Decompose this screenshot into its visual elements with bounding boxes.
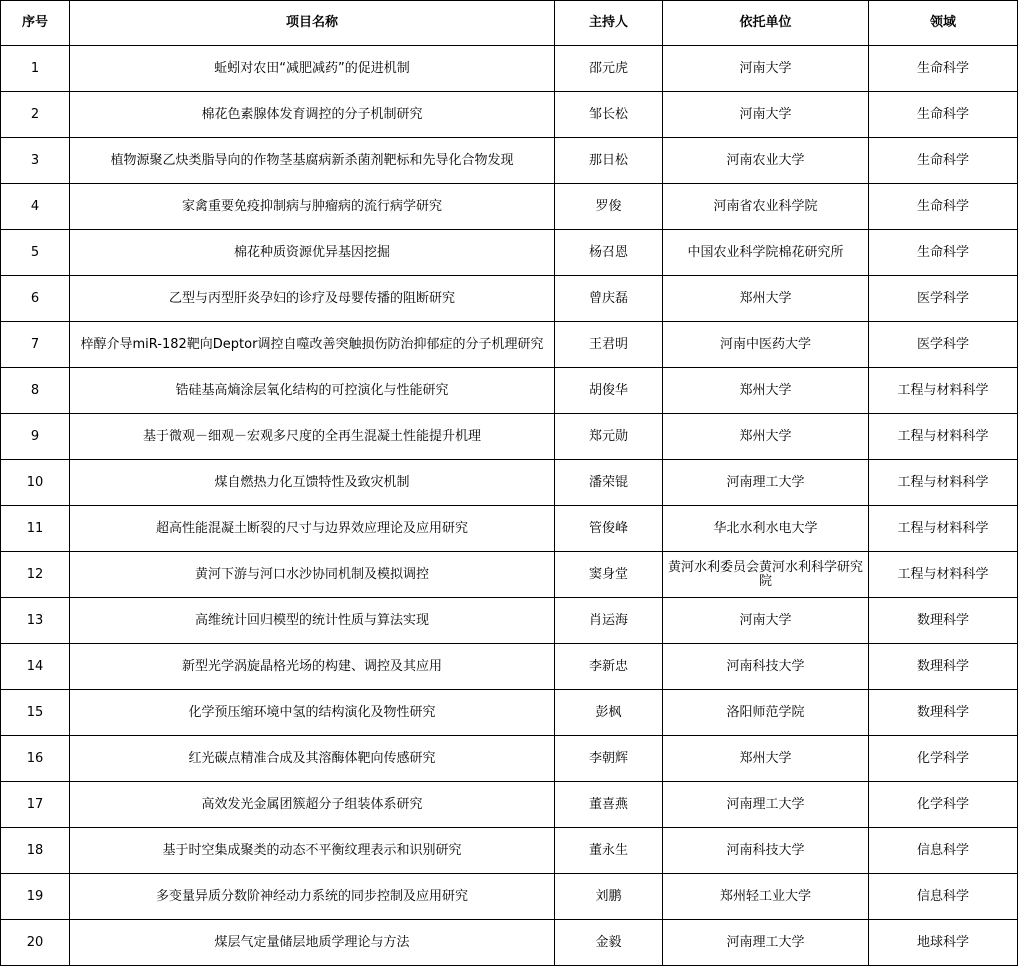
table-row xyxy=(1,782,1018,828)
cell-field: 医学科学 xyxy=(869,276,1018,322)
cell-institution: 河南大学 xyxy=(663,598,869,644)
cell-project-name: 新型光学涡旋晶格光场的构建、调控及其应用 xyxy=(70,644,555,690)
cell-host: 那日松 xyxy=(555,138,663,184)
cell-field: 工程与材料科学 xyxy=(869,368,1018,414)
cell-field: 生命科学 xyxy=(869,138,1018,184)
cell-field: 医学科学 xyxy=(869,322,1018,368)
header-index: 序号 xyxy=(1,1,70,46)
cell-institution: 河南理工大学 xyxy=(663,920,869,966)
cell-institution: 华北水利水电大学 xyxy=(663,506,869,552)
cell-institution: 河南理工大学 xyxy=(663,782,869,828)
table-row xyxy=(1,230,1018,276)
cell-index: 17 xyxy=(1,782,70,828)
table-body xyxy=(1,46,1018,966)
table-row xyxy=(1,184,1018,230)
cell-field: 数理科学 xyxy=(869,644,1018,690)
cell-host: 董永生 xyxy=(555,828,663,874)
cell-institution: 中国农业科学院棉花研究所 xyxy=(663,230,869,276)
cell-field: 生命科学 xyxy=(869,184,1018,230)
cell-index: 13 xyxy=(1,598,70,644)
cell-field: 数理科学 xyxy=(869,690,1018,736)
cell-project-name: 植物源聚乙炔类脂导向的作物茎基腐病新杀菌剂靶标和先导化合物发现 xyxy=(70,138,555,184)
cell-project-name: 多变量异质分数阶神经动力系统的同步控制及应用研究 xyxy=(70,874,555,920)
cell-institution: 郑州大学 xyxy=(663,414,869,460)
cell-host: 窦身堂 xyxy=(555,552,663,598)
cell-project-name: 高维统计回归模型的统计性质与算法实现 xyxy=(70,598,555,644)
table-row xyxy=(1,920,1018,966)
cell-institution: 河南大学 xyxy=(663,46,869,92)
cell-index: 11 xyxy=(1,506,70,552)
cell-institution: 郑州轻工业大学 xyxy=(663,874,869,920)
cell-project-name: 梓醇介导miR-182靶向Deptor调控自噬改善突触损伤防治抑郁症的分子机理研究 xyxy=(70,322,555,368)
cell-host: 管俊峰 xyxy=(555,506,663,552)
header-field: 领域 xyxy=(869,1,1018,46)
cell-host: 曾庆磊 xyxy=(555,276,663,322)
cell-project-name: 化学预压缩环境中氢的结构演化及物性研究 xyxy=(70,690,555,736)
cell-index: 15 xyxy=(1,690,70,736)
cell-institution: 河南省农业科学院 xyxy=(663,184,869,230)
cell-host: 金毅 xyxy=(555,920,663,966)
cell-field: 工程与材料科学 xyxy=(869,460,1018,506)
cell-field: 生命科学 xyxy=(869,230,1018,276)
cell-index: 14 xyxy=(1,644,70,690)
cell-index: 19 xyxy=(1,874,70,920)
cell-project-name: 煤自燃热力化互馈特性及致灾机制 xyxy=(70,460,555,506)
cell-project-name: 蚯蚓对农田“减肥减药”的促进机制 xyxy=(70,46,555,92)
cell-host: 邵元虎 xyxy=(555,46,663,92)
cell-host: 董喜燕 xyxy=(555,782,663,828)
cell-institution: 洛阳师范学院 xyxy=(663,690,869,736)
cell-project-name: 棉花种质资源优异基因挖掘 xyxy=(70,230,555,276)
table-row xyxy=(1,368,1018,414)
cell-project-name: 乙型与丙型肝炎孕妇的诊疗及母婴传播的阻断研究 xyxy=(70,276,555,322)
table-row xyxy=(1,644,1018,690)
table-row xyxy=(1,276,1018,322)
cell-host: 李朝辉 xyxy=(555,736,663,782)
cell-host: 郑元勋 xyxy=(555,414,663,460)
cell-field: 信息科学 xyxy=(869,828,1018,874)
cell-index: 10 xyxy=(1,460,70,506)
cell-institution: 河南科技大学 xyxy=(663,644,869,690)
cell-index: 4 xyxy=(1,184,70,230)
cell-project-name: 高效发光金属团簇超分子组装体系研究 xyxy=(70,782,555,828)
cell-host: 潘荣锟 xyxy=(555,460,663,506)
cell-project-name: 红光碳点精准合成及其溶酶体靶向传感研究 xyxy=(70,736,555,782)
table-row xyxy=(1,322,1018,368)
cell-institution: 黄河水利委员会黄河水利科学研究院 xyxy=(663,552,869,598)
cell-index: 8 xyxy=(1,368,70,414)
cell-field: 地球科学 xyxy=(869,920,1018,966)
cell-index: 5 xyxy=(1,230,70,276)
cell-project-name: 棉花色素腺体发育调控的分子机制研究 xyxy=(70,92,555,138)
cell-host: 罗俊 xyxy=(555,184,663,230)
cell-field: 生命科学 xyxy=(869,46,1018,92)
cell-index: 20 xyxy=(1,920,70,966)
cell-index: 3 xyxy=(1,138,70,184)
header-host: 主持人 xyxy=(555,1,663,46)
cell-host: 肖运海 xyxy=(555,598,663,644)
table-row xyxy=(1,506,1018,552)
cell-host: 杨召恩 xyxy=(555,230,663,276)
table-row xyxy=(1,598,1018,644)
cell-field: 化学科学 xyxy=(869,782,1018,828)
cell-host: 胡俊华 xyxy=(555,368,663,414)
table-row xyxy=(1,736,1018,782)
cell-institution: 郑州大学 xyxy=(663,276,869,322)
table-row xyxy=(1,92,1018,138)
table-row xyxy=(1,46,1018,92)
cell-project-name: 基于时空集成聚类的动态不平衡纹理表示和识别研究 xyxy=(70,828,555,874)
cell-field: 信息科学 xyxy=(869,874,1018,920)
cell-institution: 河南农业大学 xyxy=(663,138,869,184)
cell-field: 工程与材料科学 xyxy=(869,506,1018,552)
cell-field: 工程与材料科学 xyxy=(869,414,1018,460)
cell-field: 工程与材料科学 xyxy=(869,552,1018,598)
cell-institution: 河南大学 xyxy=(663,92,869,138)
header-row xyxy=(1,1,1018,46)
header-institution: 依托单位 xyxy=(663,1,869,46)
cell-index: 12 xyxy=(1,552,70,598)
cell-index: 6 xyxy=(1,276,70,322)
header-project-name: 项目名称 xyxy=(70,1,555,46)
cell-project-name: 家禽重要免疫抑制病与肿瘤病的流行病学研究 xyxy=(70,184,555,230)
table-row xyxy=(1,414,1018,460)
table-row xyxy=(1,138,1018,184)
cell-project-name: 超高性能混凝土断裂的尺寸与边界效应理论及应用研究 xyxy=(70,506,555,552)
cell-index: 2 xyxy=(1,92,70,138)
cell-field: 化学科学 xyxy=(869,736,1018,782)
cell-institution: 河南科技大学 xyxy=(663,828,869,874)
cell-host: 刘鹏 xyxy=(555,874,663,920)
cell-field: 数理科学 xyxy=(869,598,1018,644)
cell-host: 王君明 xyxy=(555,322,663,368)
table-row xyxy=(1,828,1018,874)
cell-field: 生命科学 xyxy=(869,92,1018,138)
cell-institution: 郑州大学 xyxy=(663,368,869,414)
cell-institution: 河南中医药大学 xyxy=(663,322,869,368)
cell-host: 李新忠 xyxy=(555,644,663,690)
cell-index: 18 xyxy=(1,828,70,874)
cell-index: 7 xyxy=(1,322,70,368)
cell-host: 邹长松 xyxy=(555,92,663,138)
cell-index: 16 xyxy=(1,736,70,782)
cell-host: 彭枫 xyxy=(555,690,663,736)
table-row xyxy=(1,460,1018,506)
cell-institution: 郑州大学 xyxy=(663,736,869,782)
table-row xyxy=(1,690,1018,736)
cell-project-name: 煤层气定量储层地质学理论与方法 xyxy=(70,920,555,966)
cell-project-name: 锆硅基高熵涂层氧化结构的可控演化与性能研究 xyxy=(70,368,555,414)
cell-index: 9 xyxy=(1,414,70,460)
table-row xyxy=(1,552,1018,598)
cell-project-name: 基于微观－细观－宏观多尺度的全再生混凝土性能提升机理 xyxy=(70,414,555,460)
cell-institution: 河南理工大学 xyxy=(663,460,869,506)
cell-project-name: 黄河下游与河口水沙协同机制及模拟调控 xyxy=(70,552,555,598)
table-row xyxy=(1,874,1018,920)
cell-index: 1 xyxy=(1,46,70,92)
